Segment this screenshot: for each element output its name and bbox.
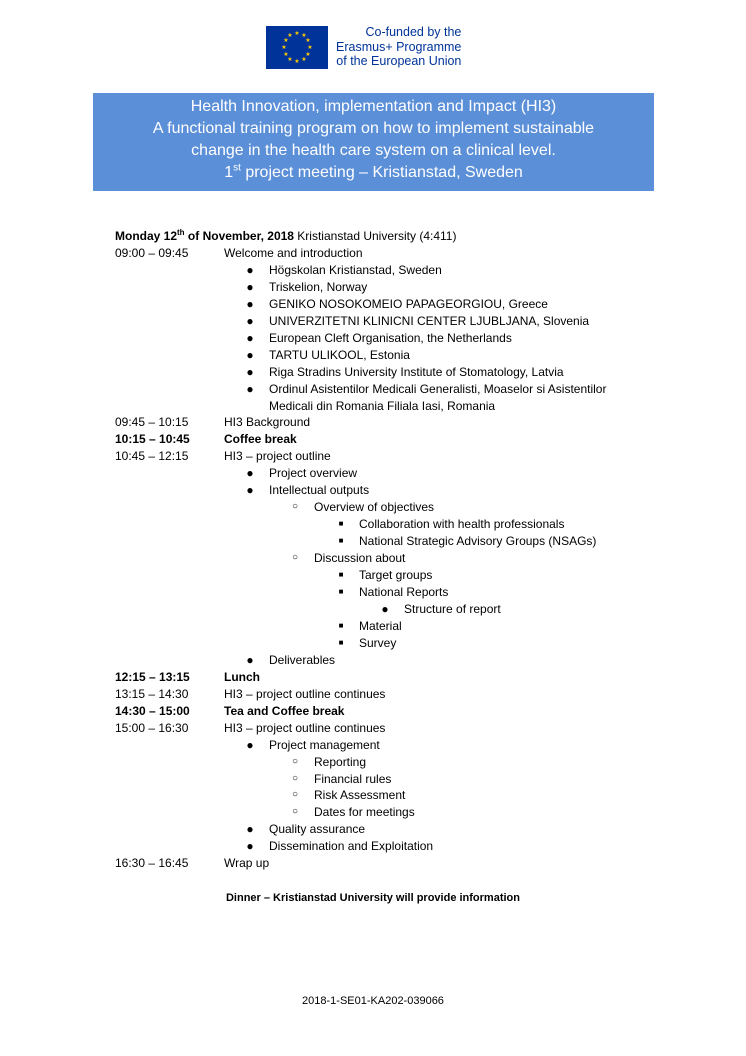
square-bullet-icon: ■ [338, 536, 344, 546]
eu-flag-icon: ★ ★ ★ ★ ★ ★ ★ ★ ★ ★ ★ ★ [266, 26, 328, 69]
session-row [115, 414, 675, 431]
session-time: 13:15 – 14:30 [115, 686, 189, 701]
agenda-day: Monday 12 [115, 229, 178, 243]
session-row [115, 448, 675, 465]
session-title: HI3 – project outline [224, 449, 331, 464]
list-item [115, 262, 675, 279]
bullet-icon: ● [246, 313, 254, 328]
list-item [115, 296, 675, 313]
list-item [115, 618, 675, 635]
item-label: Target groups [359, 568, 433, 583]
square-bullet-icon: ■ [338, 587, 344, 597]
list-item [115, 381, 675, 398]
session-title: HI3 – project outline continues [224, 720, 386, 735]
session-time: 12:15 – 13:15 [115, 669, 190, 684]
list-item [115, 754, 675, 771]
list-item [115, 279, 675, 296]
session-row [115, 703, 675, 720]
item-label: Project management [269, 737, 380, 752]
session-title: Tea and Coffee break [224, 703, 345, 718]
partner-name: Riga Stradins University Institute of Stomatology, Latvia [269, 364, 564, 379]
list-item [115, 737, 675, 754]
circle-bullet-icon: ○ [291, 806, 299, 818]
banner-line-4 [93, 162, 654, 184]
list-item [115, 652, 675, 669]
session-row [115, 669, 675, 686]
list-item [115, 533, 675, 550]
partner-name: UNIVERZITETNI KLINICNI CENTER LJUBLJANA, Slovenia [269, 313, 590, 328]
bullet-icon: ● [246, 483, 254, 498]
session-title: Wrap up [224, 856, 270, 871]
list-item [115, 584, 675, 601]
list-item [115, 821, 675, 838]
list-item [115, 465, 675, 482]
session-title: Welcome and introduction [224, 245, 363, 260]
bullet-icon: ● [246, 839, 254, 854]
square-bullet-icon: ■ [338, 519, 344, 529]
logo-line-1: Co-funded by the [365, 25, 462, 39]
session-row [115, 245, 675, 262]
square-bullet-icon: ■ [338, 637, 344, 647]
list-item [115, 550, 675, 567]
session-row [115, 720, 675, 737]
bullet-icon: ● [246, 262, 254, 277]
banner-line-2: A functional training program on how to implement sustainable [152, 120, 595, 137]
agenda-venue: Kristianstad University (4:411) [293, 229, 457, 243]
list-item-continued [115, 398, 675, 415]
logo-line-3: of the European Union [336, 54, 462, 68]
banner-line-3: change in the health care system on a clinical level. [191, 142, 556, 159]
item-label: National Strategic Advisory Groups (NSAGs) [359, 534, 597, 549]
list-item [115, 567, 675, 584]
partner-name: GENIKO NOSOKOMEIO PAPAGEORGIOU, Greece [269, 296, 548, 311]
item-label: Collaboration with health professionals [359, 517, 565, 532]
list-item [115, 364, 675, 381]
agenda-date-header [115, 228, 675, 245]
agenda-day-suffix: th [177, 228, 185, 237]
list-item [115, 516, 675, 533]
item-label: Survey [359, 635, 397, 650]
session-time: 10:45 – 12:15 [115, 449, 189, 464]
item-label: Discussion about [314, 551, 406, 566]
bullet-icon: ● [246, 737, 254, 752]
item-label: Reporting [314, 754, 367, 769]
list-item [115, 499, 675, 516]
circle-bullet-icon: ○ [291, 772, 299, 784]
item-label: Dates for meetings [314, 805, 415, 820]
bullet-icon: ● [246, 296, 254, 311]
partner-name: TARTU ULIKOOL, Estonia [269, 347, 410, 362]
partner-name: Ordinul Asistentilor Medicali Generalisti, Moaselor si Asistentilor [269, 381, 607, 396]
list-item [115, 838, 675, 855]
dinner-note: Dinner – Kristianstad University will provide information [225, 892, 520, 904]
circle-bullet-icon: ○ [291, 789, 299, 801]
list-item [115, 313, 675, 330]
list-item [115, 330, 675, 347]
list-item [115, 482, 675, 499]
bullet-icon: ● [246, 652, 254, 667]
bullet-icon: ● [246, 466, 254, 481]
circle-bullet-icon: ○ [291, 755, 299, 767]
item-label: Structure of report [404, 601, 501, 616]
session-row [115, 855, 675, 872]
item-label: Risk Assessment [314, 788, 406, 803]
item-label: Overview of objectives [314, 500, 435, 515]
agenda-date: of November, 2018 [184, 229, 294, 243]
partner-name: Högskolan Kristianstad, Sweden [269, 262, 442, 277]
list-item [115, 635, 675, 652]
banner-ordinal-suffix: st [233, 162, 241, 174]
session-time: 10:15 – 10:45 [115, 432, 190, 447]
session-row [115, 686, 675, 703]
square-bullet-icon: ■ [338, 620, 344, 630]
item-label: National Reports [359, 585, 449, 600]
circle-bullet-icon: ○ [291, 501, 299, 513]
session-title: Lunch [224, 669, 260, 684]
session-time: 09:45 – 10:15 [115, 415, 189, 430]
list-item [115, 787, 675, 804]
title-banner [93, 93, 654, 191]
project-code: 2018-1-SE01-KA202-039066 [302, 995, 444, 1007]
agenda [115, 228, 675, 872]
bullet-icon: ● [246, 381, 254, 396]
logo-text [336, 25, 461, 69]
partner-name: European Cleft Organisation, the Netherlands [269, 330, 512, 345]
square-bullet-icon: ■ [338, 570, 344, 580]
bullet-icon: ● [246, 347, 254, 362]
banner-meeting: project meeting – Kristianstad, Sweden [240, 164, 523, 181]
session-title: Coffee break [224, 432, 297, 447]
item-label: Dissemination and Exploitation [269, 839, 434, 854]
item-label: Financial rules [314, 771, 392, 786]
banner-line-1: Health Innovation, implementation and Impact (HI3) [190, 98, 557, 115]
logo-line-2: Erasmus+ Programme [336, 39, 462, 54]
item-label: Intellectual outputs [269, 483, 370, 498]
partner-name: Triskelion, Norway [269, 279, 368, 294]
bullet-icon: ● [246, 279, 254, 294]
session-time: 15:00 – 16:30 [115, 720, 189, 735]
session-title: HI3 Background [224, 415, 311, 430]
item-label: Project overview [269, 466, 358, 481]
banner-ordinal: 1 [224, 164, 234, 181]
bullet-icon: ● [381, 601, 389, 616]
bullet-icon: ● [246, 822, 254, 837]
item-label: Quality assurance [269, 822, 366, 837]
session-row [115, 431, 675, 448]
session-title: HI3 – project outline continues [224, 686, 386, 701]
partner-name: Medicali din Romania Filiala Iasi, Romania [269, 398, 496, 413]
item-label: Deliverables [269, 652, 336, 667]
list-item [115, 771, 675, 788]
list-item [115, 601, 675, 618]
bullet-icon: ● [246, 330, 254, 345]
bullet-icon: ● [246, 364, 254, 379]
list-item [115, 347, 675, 364]
item-label: Material [359, 618, 402, 633]
list-item [115, 804, 675, 821]
session-time: 09:00 – 09:45 [115, 245, 189, 260]
circle-bullet-icon: ○ [291, 552, 299, 564]
session-time: 16:30 – 16:45 [115, 856, 189, 871]
session-time: 14:30 – 15:00 [115, 703, 190, 718]
erasmus-logo [266, 26, 461, 69]
